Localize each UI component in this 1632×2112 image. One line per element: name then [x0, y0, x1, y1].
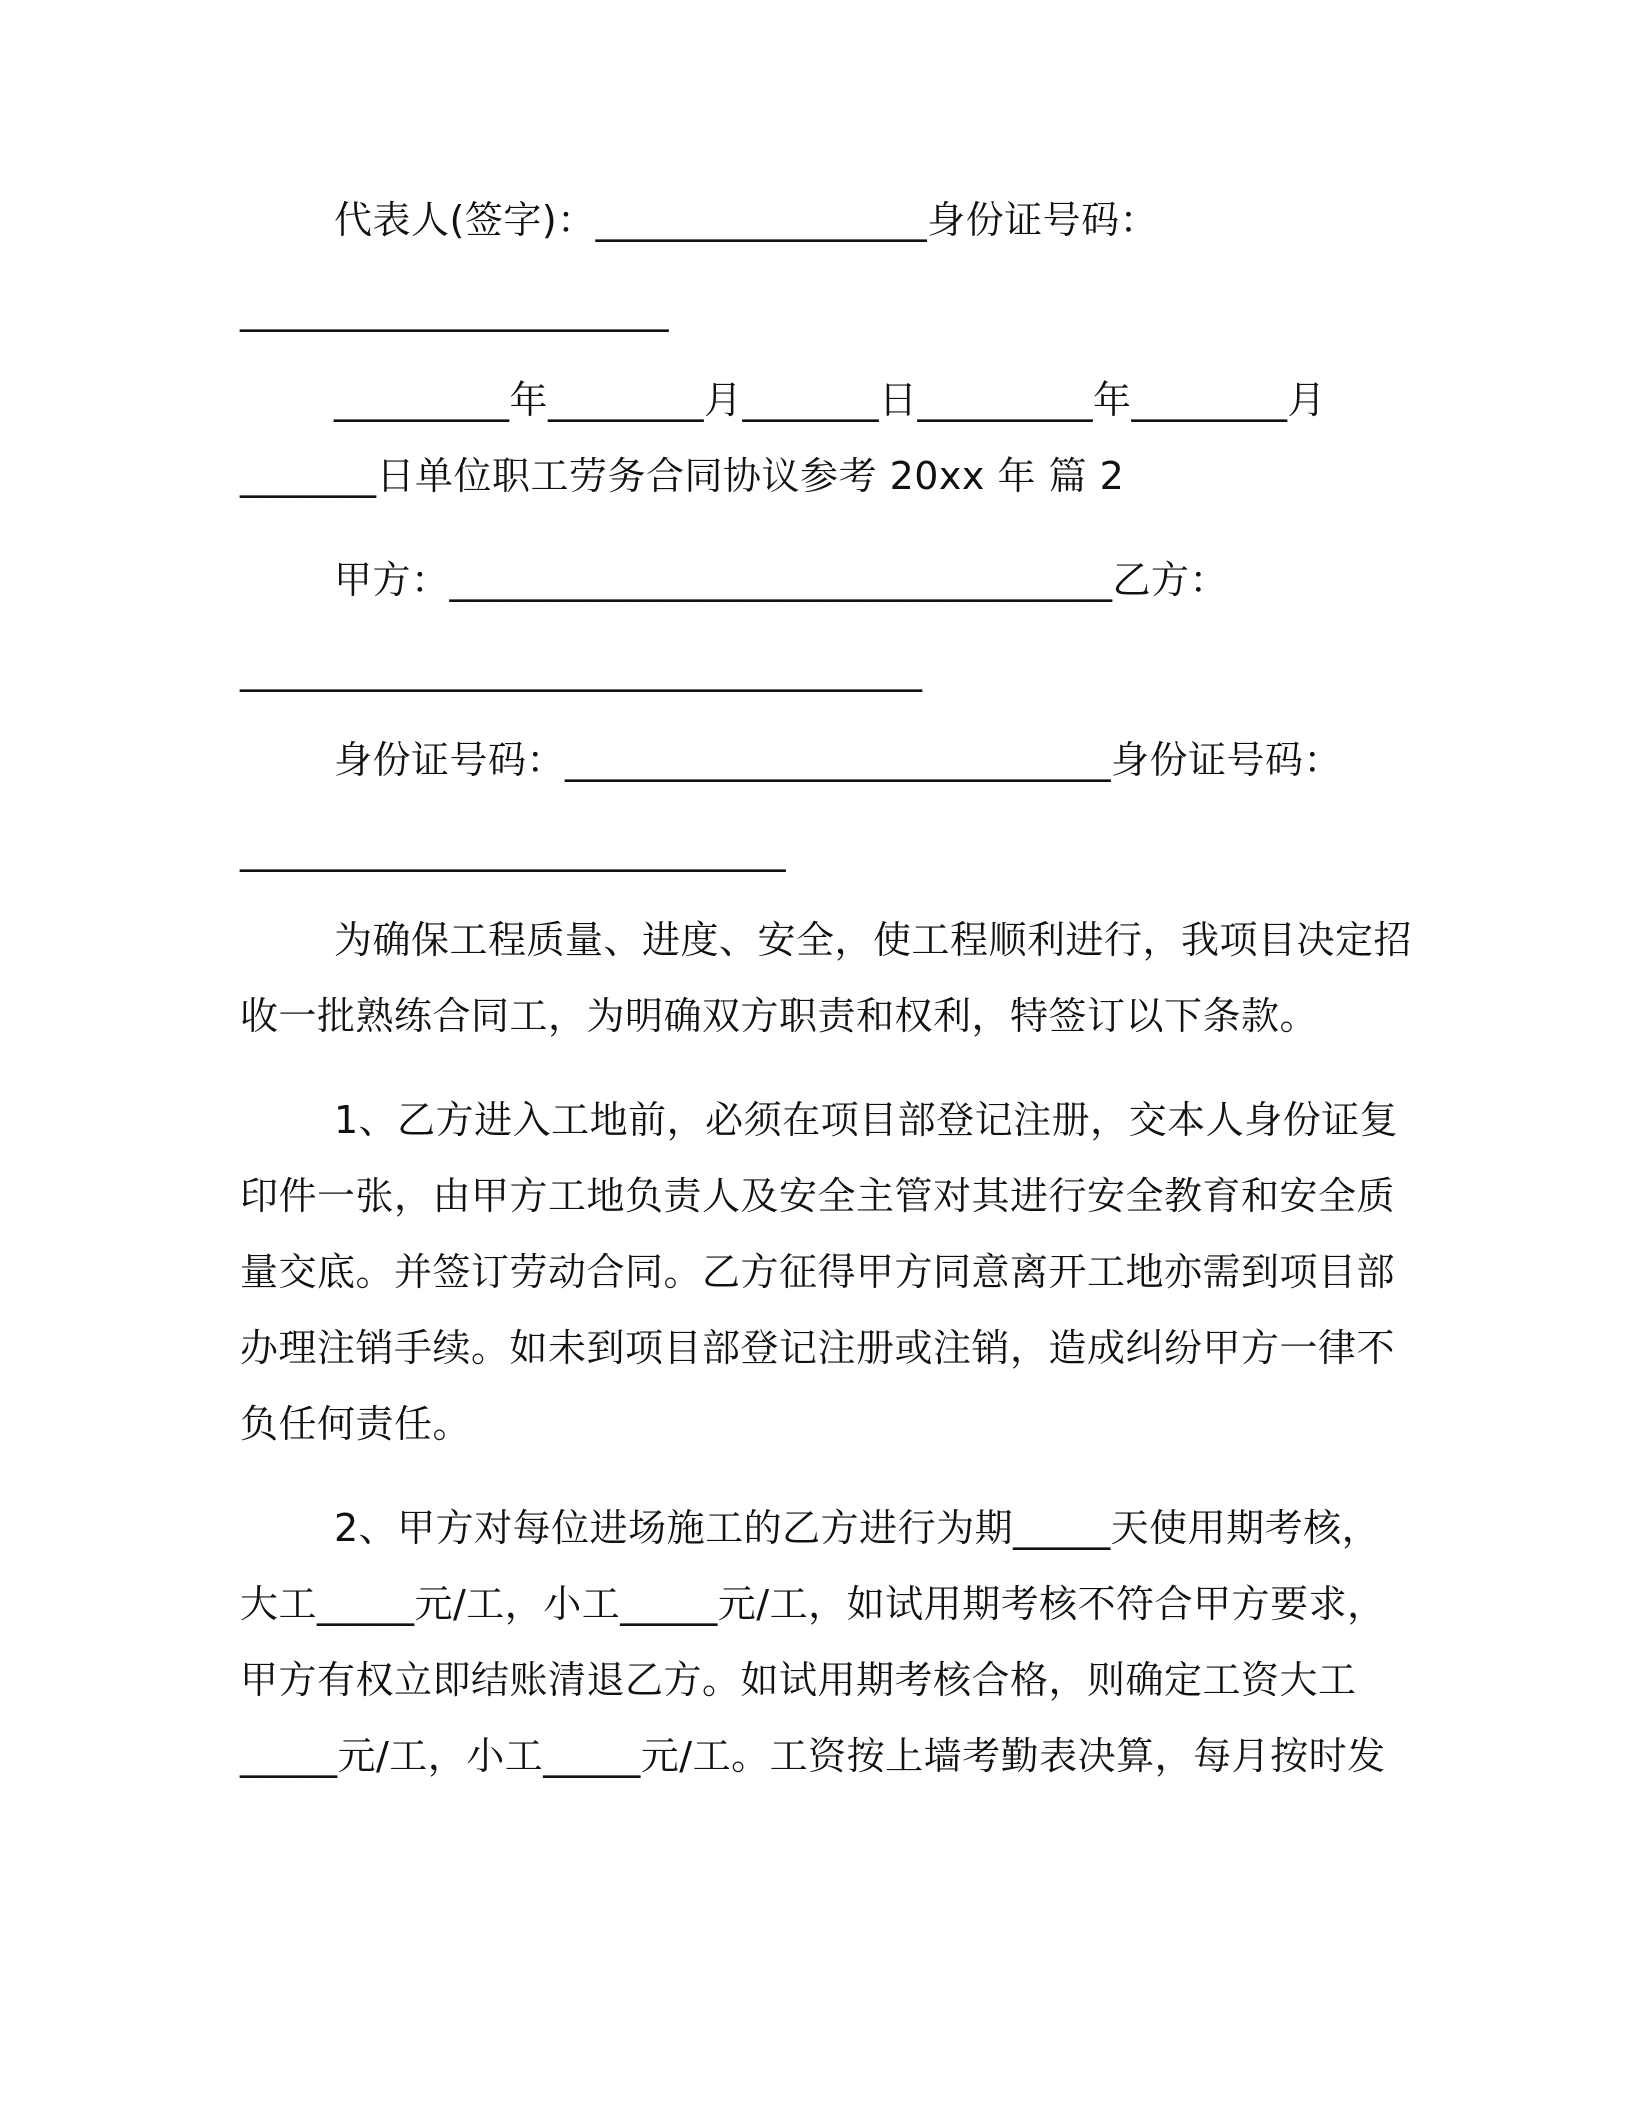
clause-2-line-3: 甲方有权立即结账清退乙方。如试用期考核合格，则确定工资大工	[240, 1658, 1357, 1702]
clause-2-line-1: 2、甲方对每位进场施工的乙方进行为期_____天使用期考核，	[334, 1506, 1381, 1550]
clause-1-line-4: 办理注销手续。如未到项目部登记注册或注销，造成纠纷甲方一律不	[240, 1326, 1396, 1370]
section-title-line: _______日单位职工劳务合同协议参考 20xx 年 篇 2	[240, 454, 1125, 498]
clause-2-line-4: _____元/工，小工_____元/工。工资按上墙考勤表决算，每月按时发	[240, 1734, 1386, 1778]
party-a-b-line: 甲方：__________________________________乙方：	[334, 558, 1229, 602]
id-number-blank-line: ______________________	[240, 288, 669, 332]
clause-1-line-2: 印件一张，由甲方工地负责人及安全主管对其进行安全教育和安全质	[240, 1174, 1396, 1218]
paragraph-intro-line-1: 为确保工程质量、进度、安全，使工程顺利进行，我项目决定招	[334, 918, 1413, 962]
clause-1-line-5: 负任何责任。	[240, 1402, 472, 1446]
clause-2-line-2: 大工_____元/工，小工_____元/工，如试用期考核不符合甲方要求，	[240, 1582, 1386, 1626]
clause-1-line-1: 1、乙方进入工地前，必须在项目部登记注册，交本人身份证复	[334, 1098, 1399, 1142]
party-b-blank-line: ___________________________________	[240, 648, 923, 692]
date-blank-line: _________年________月_______日_________年________月	[334, 378, 1327, 422]
id-number-blank-line-2: ____________________________	[240, 828, 786, 872]
clause-1-line-3: 量交底。并签订劳动合同。乙方征得甲方同意离开工地亦需到项目部	[240, 1250, 1396, 1294]
id-numbers-line: 身份证号码：____________________________身份证号码：	[334, 738, 1343, 782]
representative-signature-line: 代表人(签字)：_________________身份证号码：	[334, 198, 1159, 242]
paragraph-intro-line-2: 收一批熟练合同工，为明确双方职责和权利，特签订以下条款。	[240, 994, 1319, 1038]
